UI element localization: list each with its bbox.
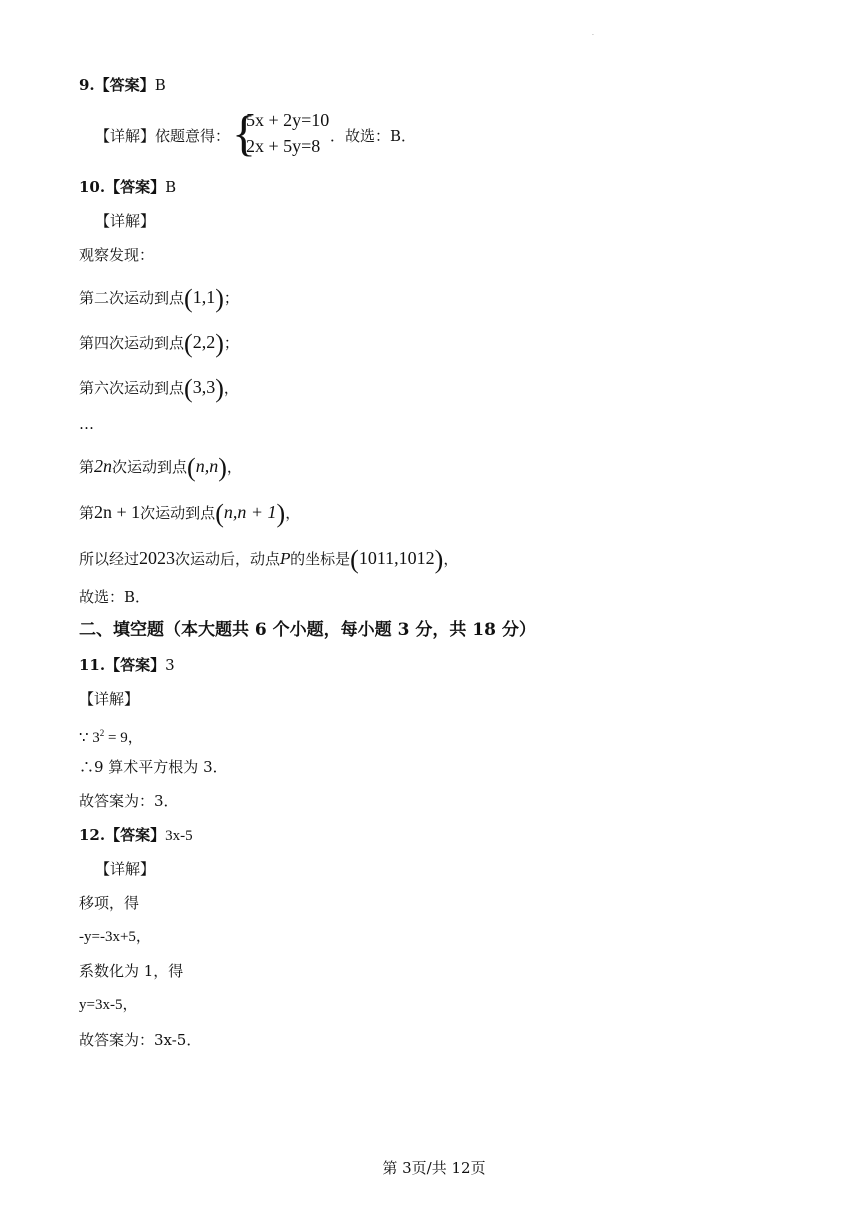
q11-number: 11. (79, 656, 106, 674)
gen-n: 2n (94, 456, 113, 476)
final-point: 1011,1012 (358, 548, 435, 568)
q12-line-2: -y=-3x+5， (79, 929, 151, 945)
step-text: 第二次运动到点 (79, 289, 185, 307)
q10-step-2: 第四次运动到点(2,2)； (79, 329, 239, 358)
q10-answer: B (165, 178, 177, 196)
step-text: 第四次运动到点 (79, 334, 185, 352)
conclusion-punct: ， (443, 550, 459, 568)
conclusion-text: 的坐标是 (290, 550, 351, 568)
q9-detail-tag: 【详解】 (95, 127, 156, 145)
q10-general-even: 第2n次运动到点(n,n)， (79, 453, 242, 482)
q12-line-4: y=3x-5， (79, 997, 138, 1013)
conclusion-year: 2023 (139, 548, 176, 568)
corner-mark: . (592, 30, 594, 37)
q9-number: 9. (79, 76, 95, 94)
q12-detail-tag: 【详解】 (95, 860, 156, 878)
q10-step-1: 第二次运动到点(1,1)； (79, 284, 239, 313)
step-text: 第六次运动到点 (79, 379, 185, 397)
q12-line-5: 故答案为：3x-5． (79, 1031, 202, 1049)
q10-answer-line (79, 177, 176, 197)
q9-equation-1: 5x + 2y=10 (246, 110, 330, 130)
page-footer: 第 3页/共 12页 (382, 1159, 486, 1177)
q9-equation-system (232, 105, 342, 161)
left-brace: { (232, 105, 256, 161)
q9-equation-2: 2x + 5y=8 (246, 136, 321, 156)
q9-answer-line (79, 75, 166, 95)
conclusion-text: 所以经过 (79, 550, 140, 568)
gen-punct: ， (226, 458, 242, 476)
step-punct: ； (223, 289, 239, 307)
q10-answer-tag: 【答案】 (105, 178, 166, 196)
exponent: 2 (99, 728, 105, 738)
q11-line-3: 故答案为：3． (79, 792, 179, 810)
step-point: 1,1 (192, 287, 216, 307)
q12-number: 12. (79, 826, 106, 844)
step-point: 2,2 (192, 332, 216, 352)
gen-punct: ， (285, 504, 301, 522)
q12-answer-line (79, 825, 193, 846)
gen-point: n,n + 1 (223, 502, 277, 522)
conclusion-text: 次运动后，动点 (175, 550, 281, 568)
q10-detail-tag: 【详解】 (95, 212, 156, 230)
q11-answer-line (79, 655, 175, 675)
gen-text: 第 (79, 504, 95, 522)
because-text: ∵ 3 (79, 730, 100, 746)
q9-answer-tag: 【答案】 (94, 76, 155, 94)
step-punct: ， (223, 379, 239, 397)
gen-text: 次运动到点 (112, 458, 188, 476)
q11-line-2: ∴9 算术平方根为 3． (79, 758, 228, 776)
q11-answer: 3 (165, 656, 175, 674)
step-punct: ； (223, 334, 239, 352)
point-p: P (280, 550, 291, 568)
gen-n: 2n + 1 (94, 502, 141, 522)
equals-text: = 9， (104, 730, 143, 746)
gen-text: 次运动到点 (140, 504, 216, 522)
step-point: 3,3 (192, 377, 216, 397)
q12-answer-tag: 【答案】 (105, 826, 166, 844)
q10-step-3: 第六次运动到点(3,3)， (79, 374, 239, 403)
q10-conclusion: 所以经过2023次运动后，动点P的坐标是(1011,1012)， (79, 545, 459, 574)
q11-line-1 (79, 723, 143, 748)
q10-choose: 故选：B． (79, 588, 151, 606)
section-heading: 二、填空题（本大题共 6 个小题，每小题 3 分，共 18 分） (79, 620, 536, 640)
q9-conclusion: ．故选：B． (330, 127, 417, 145)
q10-number: 10. (79, 178, 106, 196)
q10-ellipsis: … (79, 415, 94, 433)
q9-detail-line (95, 126, 230, 146)
q12-answer: 3x-5 (165, 828, 193, 844)
q9-answer: B (154, 76, 166, 94)
gen-text: 第 (79, 458, 95, 476)
q10-general-odd: 第2n + 1次运动到点(n,n + 1)， (79, 499, 301, 528)
q9-detail-text: 依题意得： (155, 127, 231, 145)
q12-line-1: 移项，得 (79, 894, 140, 912)
gen-point: n,n (195, 456, 219, 476)
q10-observe: 观察发现： (79, 246, 155, 264)
q11-answer-tag: 【答案】 (105, 656, 166, 674)
q12-line-3: 系数化为 1，得 (79, 962, 184, 980)
q11-detail-tag: 【详解】 (79, 690, 140, 708)
